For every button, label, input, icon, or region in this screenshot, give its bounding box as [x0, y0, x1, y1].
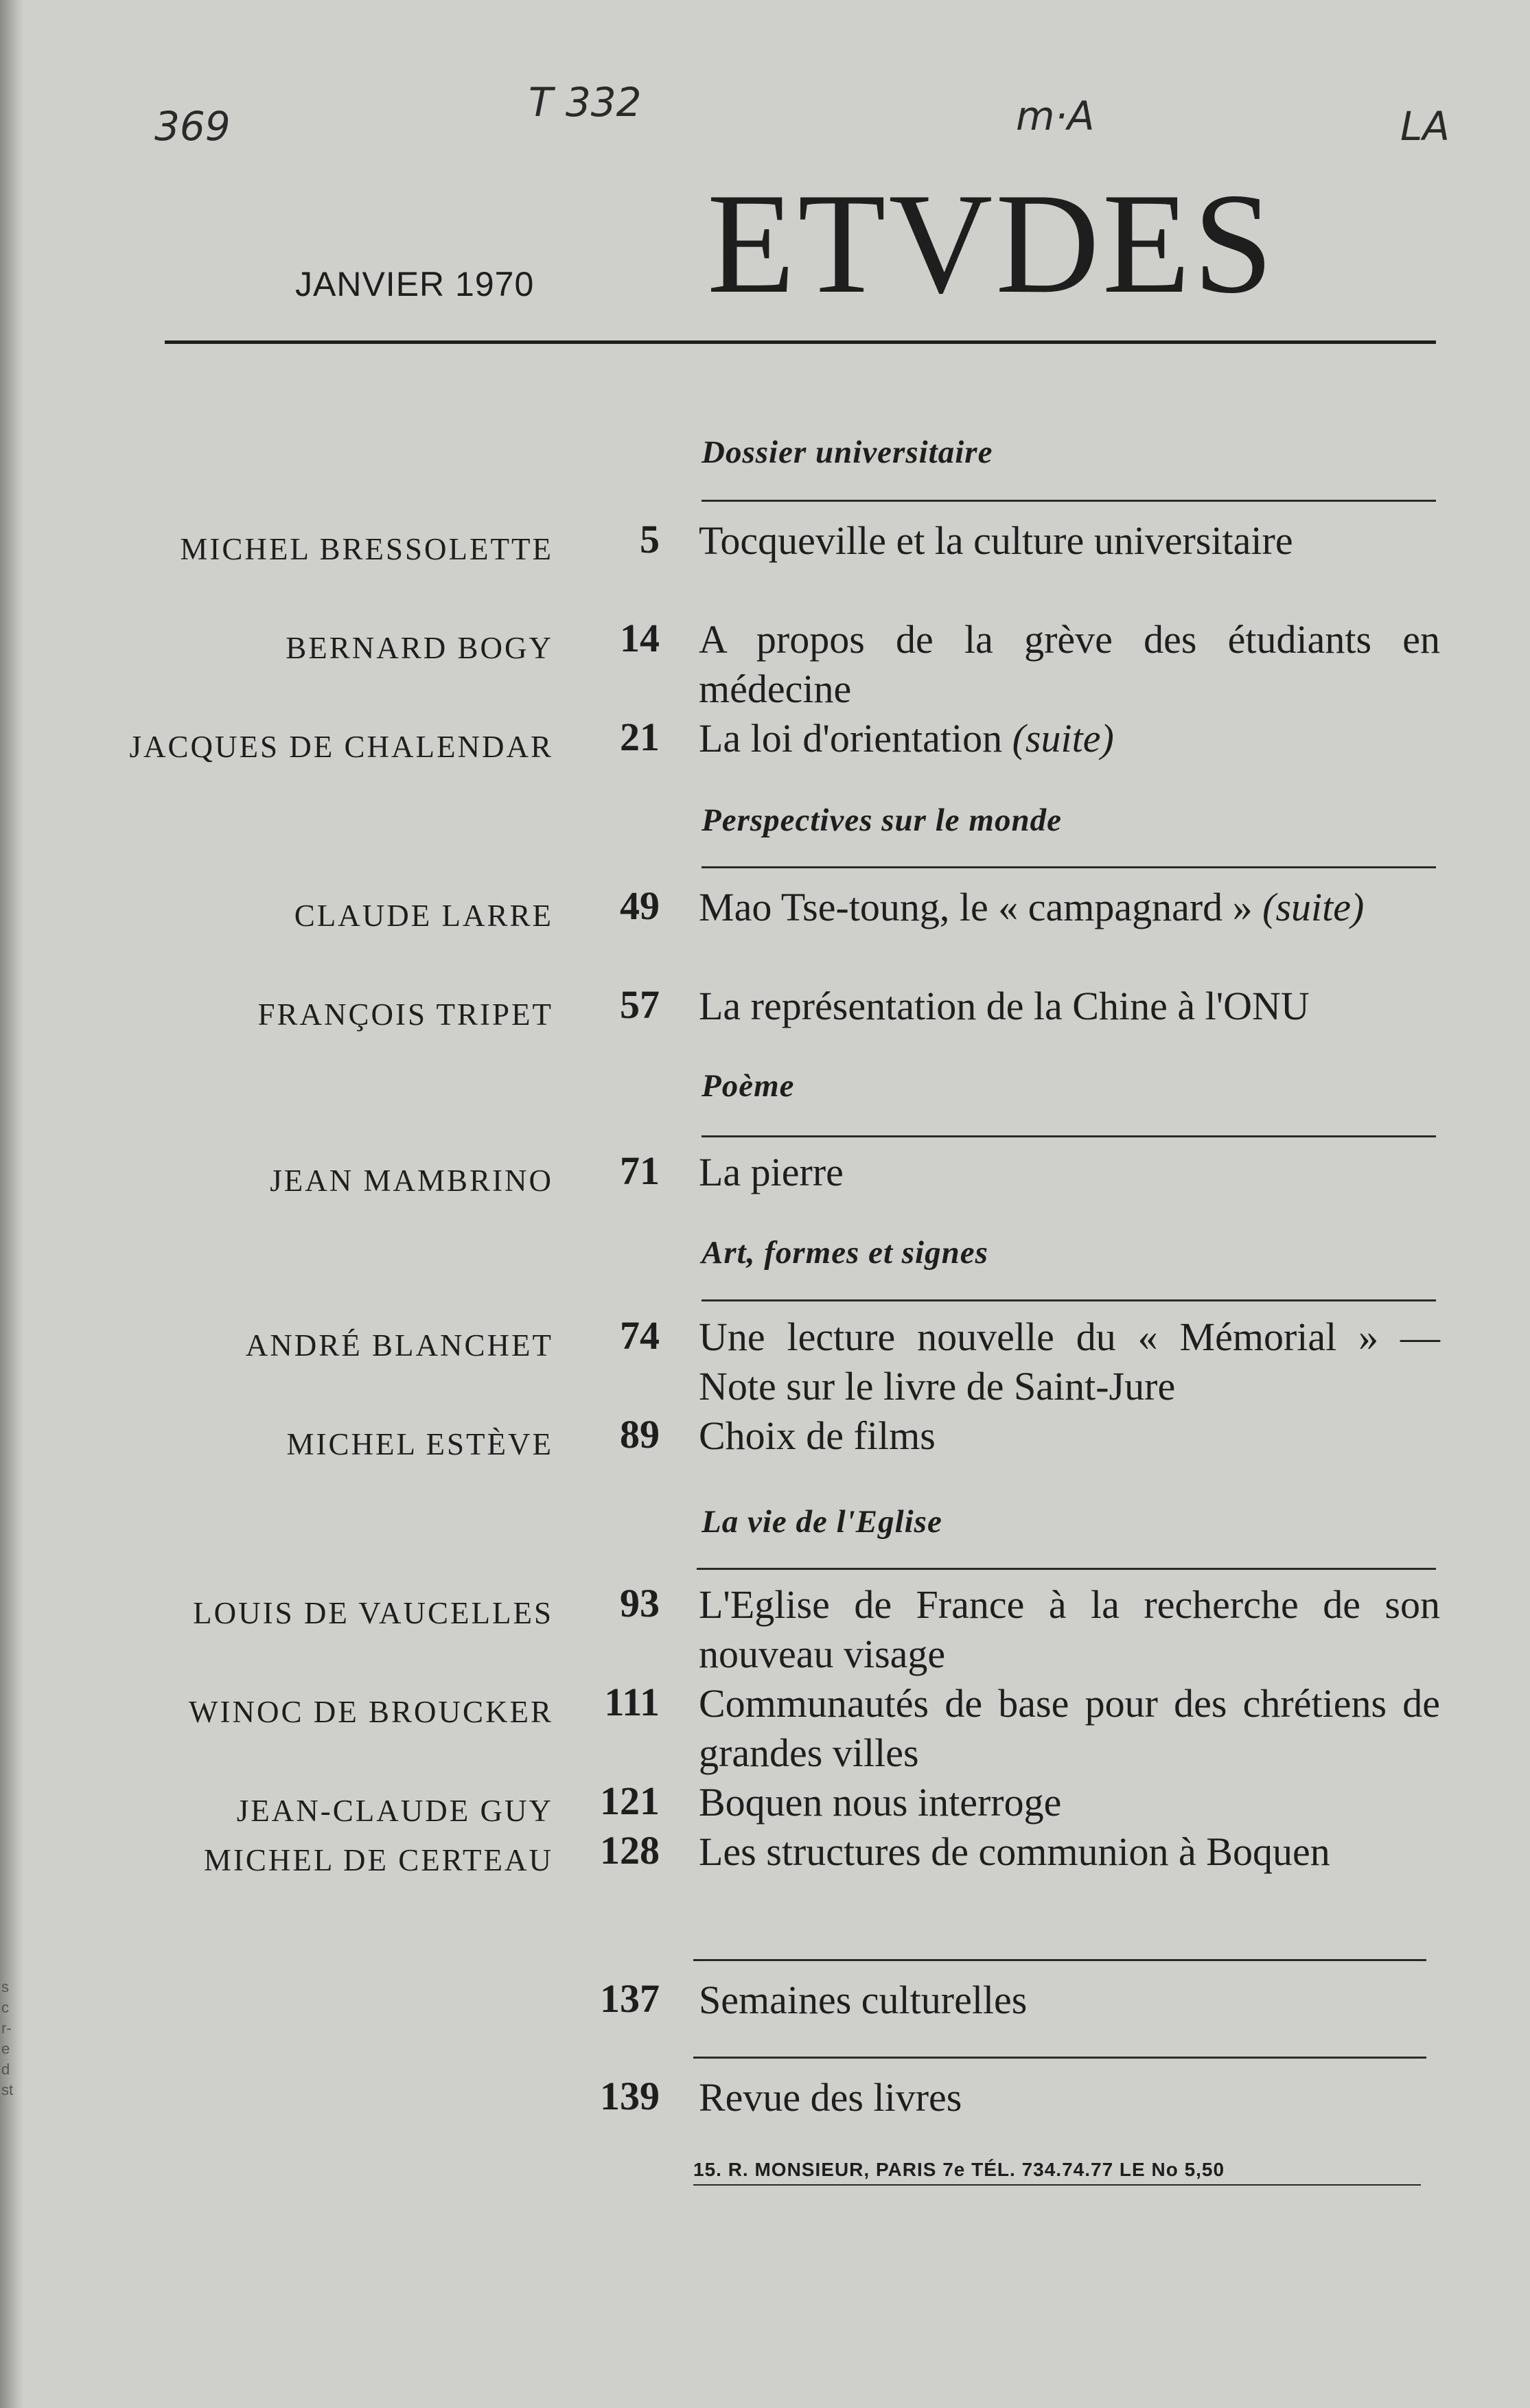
entry-title-suffix: (suite): [1012, 716, 1114, 761]
entry-title-suffix: (suite): [1262, 885, 1365, 929]
entry-author: MICHEL BRESSOLETTE: [180, 532, 553, 566]
section-heading-dossier: Dossier universitaire: [702, 435, 993, 470]
entry-title: Communautés de base pour des chrétiens de grandes villes: [699, 1681, 1440, 1775]
entry-title: Les structures de communion à Boquen: [699, 1829, 1330, 1874]
entry-title: La pierre: [699, 1150, 844, 1194]
section-rule: [693, 1959, 1426, 1961]
entry-page: 74: [620, 1313, 660, 1358]
entry-title: Une lecture nouvelle du « Mémorial » — Note sur le livre de Saint-Jure: [699, 1315, 1440, 1409]
entry-author: JEAN MAMBRINO: [270, 1164, 553, 1198]
entry-author: MICHEL DE CERTEAU: [203, 1843, 553, 1877]
entry-title: Revue des livres: [699, 2075, 962, 2120]
handwritten-note-mark: m·A: [1016, 93, 1095, 139]
entry-title-text: Mao Tse-toung, le « campagnard »: [699, 885, 1253, 929]
entry-page: 93: [620, 1581, 660, 1625]
handwritten-note-left: 369: [154, 103, 231, 150]
entry-page: 57: [620, 982, 660, 1027]
entry-title: Semaines culturelles: [699, 1978, 1028, 2022]
entry-author: JEAN-CLAUDE GUY: [236, 1794, 553, 1828]
entry-author: WINOC DE BROUCKER: [189, 1695, 553, 1729]
entry-title: L'Eglise de France à la recherche de son nouveau visage: [699, 1582, 1440, 1676]
entry-author: MICHEL ESTÈVE: [286, 1427, 553, 1461]
entry-page: 111: [604, 1680, 660, 1724]
entry-title: Choix de films: [699, 1413, 936, 1458]
entry-page: 139: [600, 2074, 660, 2118]
entry-author: ANDRÉ BLANCHET: [245, 1328, 553, 1363]
section-heading-art: Art, formes et signes: [702, 1235, 988, 1271]
entry-title: A propos de la grève des étudiants en médecine: [699, 617, 1440, 711]
entry-page: 14: [620, 616, 660, 660]
entry-title-text: La loi d'orientation: [699, 716, 1003, 761]
entry-author: FRANÇOIS TRIPET: [257, 997, 553, 1032]
entry-author: JACQUES DE CHALENDAR: [129, 730, 553, 764]
entry-page: 71: [620, 1148, 660, 1193]
entry-title: La représentation de la Chine à l'ONU: [699, 984, 1310, 1028]
section-rule: [702, 866, 1436, 868]
entry-title: Tocqueville et la culture universitaire: [699, 518, 1293, 563]
spine-marks: s c r- e d st: [1, 1978, 14, 2098]
section-rule: [693, 2057, 1426, 2059]
entry-page: 128: [600, 1828, 660, 1873]
entry-title: Boquen nous interroge: [699, 1780, 1062, 1825]
entry-page: 5: [640, 517, 660, 562]
entry-title: [699, 714, 1440, 763]
section-heading-eglise: La vie de l'Eglise: [702, 1504, 942, 1540]
section-heading-poeme: Poème: [702, 1068, 795, 1104]
section-heading-perspectives: Perspectives sur le monde: [702, 802, 1062, 838]
handwritten-note-right: LA: [1400, 103, 1450, 150]
entry-author: BERNARD BOGY: [286, 631, 553, 665]
entry-title: [699, 883, 1440, 932]
section-rule: [702, 1135, 1436, 1137]
journal-title: ETVDES: [707, 164, 1276, 323]
publisher-address: 15. R. MONSIEUR, PARIS 7e TÉL. 734.74.77 LE No 5,50: [693, 2159, 1225, 2180]
entry-page: 121: [600, 1779, 660, 1823]
entry-author: LOUIS DE VAUCELLES: [193, 1596, 553, 1630]
section-rule: [697, 1568, 1436, 1570]
entry-page: 49: [620, 883, 660, 928]
issue-date: JANVIER 1970: [295, 265, 535, 303]
section-rule: [702, 1299, 1436, 1301]
entry-page: 137: [600, 1976, 660, 2021]
masthead-rule: [165, 340, 1436, 344]
footer-rule: [693, 2184, 1421, 2186]
entry-author: CLAUDE LARRE: [294, 899, 553, 933]
handwritten-note-center: T 332: [529, 79, 642, 126]
section-rule: [702, 500, 1436, 502]
entry-page: 89: [620, 1412, 660, 1457]
entry-page: 21: [620, 715, 660, 759]
